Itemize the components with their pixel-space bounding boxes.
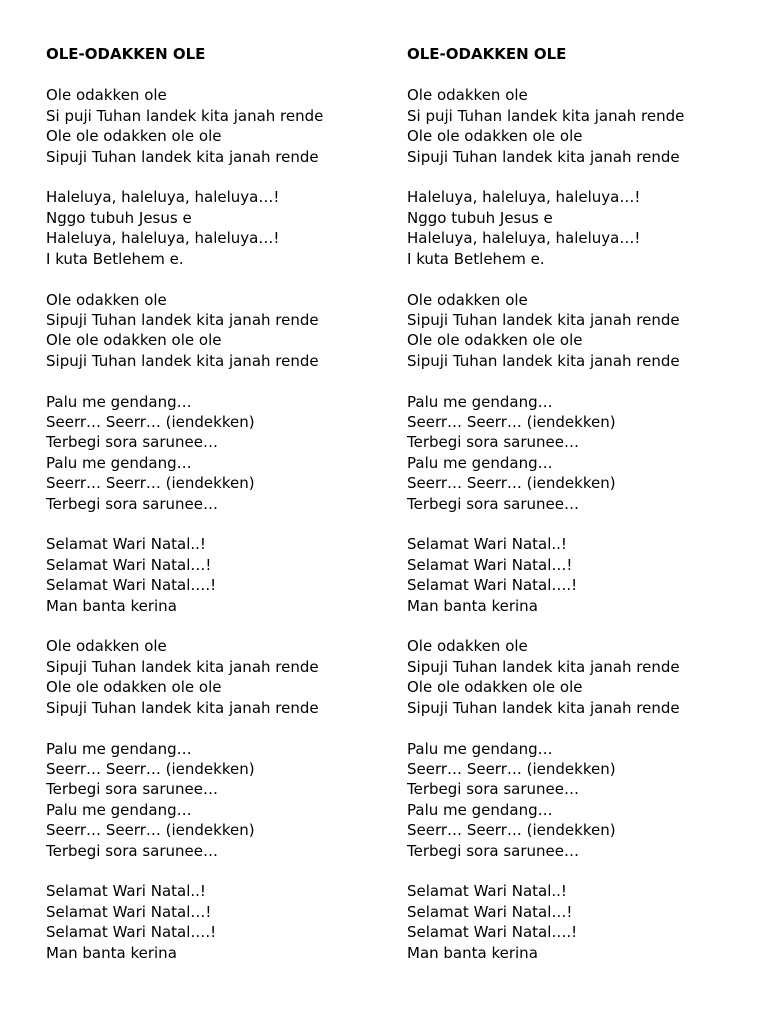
lyric-line: Haleluya, haleluya, haleluya…! [46,229,280,248]
lyric-line: Ole odakken ole [46,637,167,656]
stanza [46,739,386,861]
stanza [46,636,386,718]
lyric-line: Nggo tubuh Jesus e [46,208,192,227]
lyric-line: Ole odakken ole [407,637,528,656]
lyric-line: Sipuji Tuhan landek kita janah rende [46,310,319,329]
lyric-line: Selamat Wari Natal..! [46,882,206,901]
lyric-line: Ole ole odakken ole ole [407,678,583,697]
stanza [407,534,747,616]
lyric-line: Ole ole odakken ole ole [407,331,583,350]
stanza-list [46,85,386,963]
lyric-line: Sipuji Tuhan landek kita janah rende [407,698,680,717]
stanza [407,187,747,269]
lyric-line: Terbegi sora sarunee… [407,494,579,513]
lyric-line: Sipuji Tuhan landek kita janah rende [407,310,680,329]
lyric-line: Ole ole odakken ole ole [407,127,583,146]
lyric-line: Terbegi sora sarunee… [46,494,218,513]
lyric-line: Seerr… Seerr… (iendekken) [407,412,616,431]
lyric-line: Sipuji Tuhan landek kita janah rende [46,657,319,676]
lyric-line: Man banta kerina [407,943,538,962]
lyric-line: Sipuji Tuhan landek kita janah rende [407,657,680,676]
lyric-line: Seerr… Seerr… (iendekken) [407,474,616,493]
lyric-line: Sipuji Tuhan landek kita janah rende [46,147,319,166]
lyric-line: Haleluya, haleluya, haleluya…! [407,188,641,207]
lyric-line: Seerr… Seerr… (iendekken) [407,821,616,840]
lyric-line: Selamat Wari Natal..! [407,882,567,901]
lyric-line: Palu me gendang… [407,392,553,411]
lyric-line: Ole ole odakken ole ole [46,331,222,350]
lyric-line: Terbegi sora sarunee… [407,841,579,860]
stanza [407,392,747,514]
lyric-line: Palu me gendang… [407,453,553,472]
lyric-line: I kuta Betlehem e. [46,249,184,268]
stanza [46,881,386,963]
lyric-line: Seerr… Seerr… (iendekken) [46,821,255,840]
lyric-line: Palu me gendang… [46,392,192,411]
lyric-line: Palu me gendang… [46,739,192,758]
lyric-line: Seerr… Seerr… (iendekken) [46,412,255,431]
lyric-line: Si puji Tuhan landek kita janah rende [46,106,324,125]
lyric-line: Seerr… Seerr… (iendekken) [46,759,255,778]
stanza [407,739,747,861]
lyric-line: Sipuji Tuhan landek kita janah rende [46,698,319,717]
lyric-line: Terbegi sora sarunee… [407,780,579,799]
stanza [46,392,386,514]
song-title: OLE-ODAKKEN OLE [46,45,206,63]
lyric-line: Ole odakken ole [407,86,528,105]
lyric-line: Ole odakken ole [46,290,167,309]
lyric-line: Sipuji Tuhan landek kita janah rende [46,351,319,370]
lyric-line: Haleluya, haleluya, haleluya…! [407,229,641,248]
lyrics-column-right [407,44,747,983]
lyric-line: Ole odakken ole [46,86,167,105]
lyric-line: Seerr… Seerr… (iendekken) [46,474,255,493]
lyric-line: Sipuji Tuhan landek kita janah rende [407,351,680,370]
lyric-line: Selamat Wari Natal..! [46,535,206,554]
lyric-line: Si puji Tuhan landek kita janah rende [407,106,685,125]
lyric-line: Selamat Wari Natal…! [407,902,573,921]
lyric-line: Selamat Wari Natal….! [46,576,217,595]
lyric-line: Haleluya, haleluya, haleluya…! [46,188,280,207]
lyric-line: Ole ole odakken ole ole [46,678,222,697]
stanza [46,187,386,269]
lyric-line: Palu me gendang… [407,739,553,758]
lyric-line: Terbegi sora sarunee… [46,433,218,452]
lyric-line: Palu me gendang… [46,800,192,819]
stanza [407,636,747,718]
stanza-list [407,85,747,963]
lyric-line: Selamat Wari Natal…! [46,902,212,921]
stanza [407,881,747,963]
lyric-line: Selamat Wari Natal..! [407,535,567,554]
lyric-line: Selamat Wari Natal….! [407,923,578,942]
lyric-line: Selamat Wari Natal…! [407,555,573,574]
lyric-line: Man banta kerina [46,943,177,962]
lyric-line: Selamat Wari Natal…! [46,555,212,574]
lyric-line: Ole ole odakken ole ole [46,127,222,146]
stanza [46,290,386,372]
lyric-line: Nggo tubuh Jesus e [407,208,553,227]
lyric-line: Selamat Wari Natal….! [46,923,217,942]
lyric-line: Terbegi sora sarunee… [46,780,218,799]
lyric-line: Palu me gendang… [46,453,192,472]
lyric-line: Seerr… Seerr… (iendekken) [407,759,616,778]
lyric-line: Selamat Wari Natal….! [407,576,578,595]
stanza [407,85,747,167]
lyrics-column-left [46,44,386,983]
lyric-line: Terbegi sora sarunee… [407,433,579,452]
lyric-line: Ole odakken ole [407,290,528,309]
lyric-line: Man banta kerina [46,596,177,615]
stanza [46,85,386,167]
stanza [46,534,386,616]
lyric-line: Terbegi sora sarunee… [46,841,218,860]
lyric-line: Sipuji Tuhan landek kita janah rende [407,147,680,166]
lyric-line: I kuta Betlehem e. [407,249,545,268]
lyric-line: Palu me gendang… [407,800,553,819]
lyric-line: Man banta kerina [407,596,538,615]
stanza [407,290,747,372]
song-title: OLE-ODAKKEN OLE [407,45,567,63]
